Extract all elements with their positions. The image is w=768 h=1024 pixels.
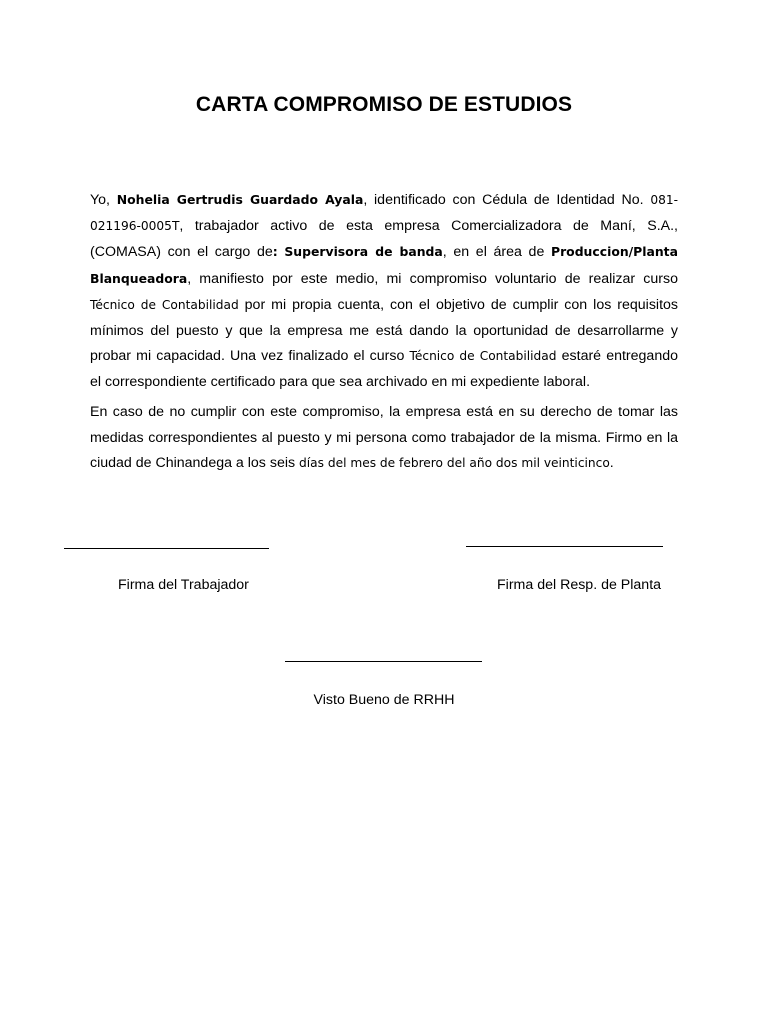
text-segment: , identificado con Cédula de Identidad No.: [363, 192, 651, 208]
text-segment: , trabajador activo de esta empresa Comercializadora de Maní, S.A., (COMASA) con el cargo de: [90, 217, 678, 261]
text-segment: estaré entregando el correspondiente certificado para que sea archivado en mi expediente laboral.: [90, 348, 678, 390]
colon: :: [272, 244, 278, 260]
rrhh-signature-line: [285, 661, 482, 662]
worker-signature-caption: Firma del Trabajador: [118, 577, 249, 593]
job-position: Supervisora de banda: [284, 244, 443, 260]
text-segment: .: [609, 455, 614, 472]
id-number: 081-021196-0005T: [90, 193, 678, 233]
date-text: días del mes de febrero del año dos mil veinticinco: [299, 456, 610, 471]
text-segment: , manifiesto por este medio, mi compromiso voluntario de realizar curso: [187, 271, 678, 288]
worker-name: Nohelia Gertrudis Guardado Ayala: [116, 192, 364, 207]
work-area: Produccion/Planta Blanqueadora: [90, 244, 678, 287]
text-segment: por mi propia cuenta, con el objetivo de cumplir con los requisitos mínimos del puesto y que la empresa me está dando la oportunidad de desarrollarme y probar mi capacidad. Una vez finalizado el curso: [90, 296, 679, 365]
commitment-paragraph: [90, 187, 678, 396]
plant-signature-line: [466, 546, 663, 547]
course-name: Técnico de Contabilidad: [409, 349, 557, 364]
consequence-paragraph: [90, 400, 678, 477]
course-name: Técnico de Contabilidad: [90, 297, 239, 312]
text-segment: Yo,: [90, 192, 117, 208]
rrhh-signature-caption: Visto Bueno de RRHH: [313, 692, 455, 708]
worker-signature-line: [64, 548, 269, 549]
page-title: CARTA COMPROMISO DE ESTUDIOS: [195, 93, 573, 116]
text-segment: En caso de no cumplir con este compromiso, la empresa está en su derecho de tomar las medidas correspondientes al puesto y mi persona como trabajador de la misma. Firmo en la ciudad de Chinandega a los seis: [90, 404, 678, 472]
text-segment: , en el área de: [442, 244, 551, 261]
plant-signature-caption: Firma del Resp. de Planta: [497, 577, 662, 593]
